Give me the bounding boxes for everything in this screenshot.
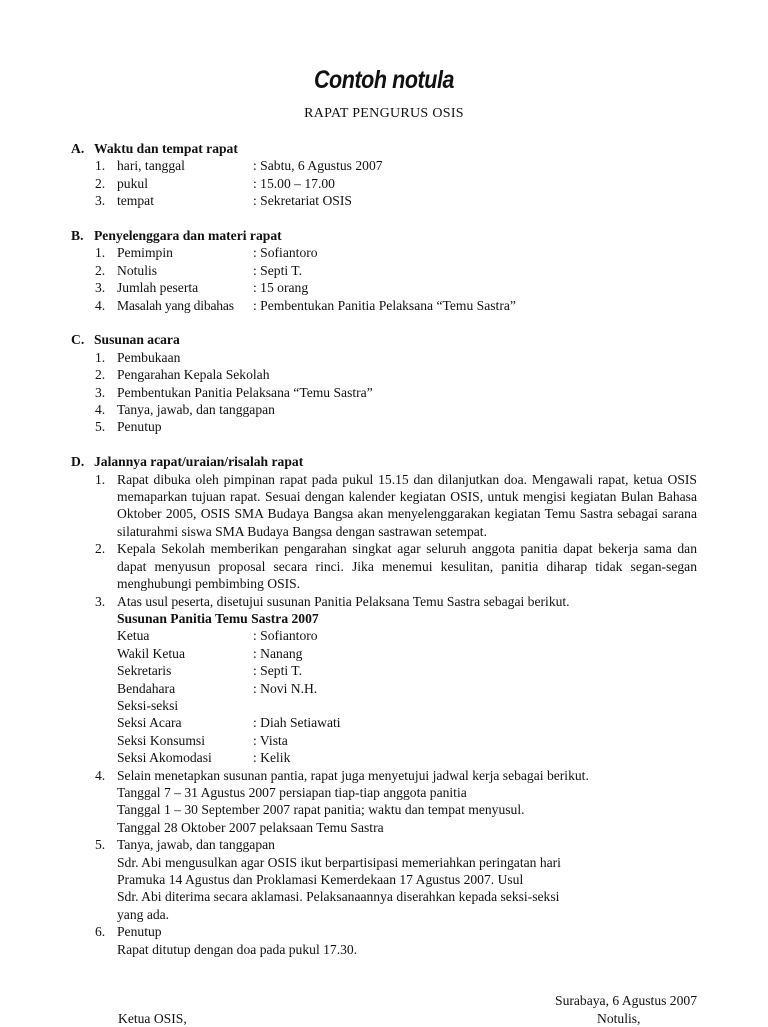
- text-line: Penutup: [117, 924, 162, 940]
- list-item: 5. Tanya, jawab, dan tanggapan Sdr. Abi mengusulkan agar OSIS ikut berpartisipasi memeriahkan peringatan hari Pramuka 14 Agustus dan Proklamasi Kemerdekaan 17 Agustus 2007. Usul Sdr. Abi diterima secara aklamasi. Pelaksanaannya diserahkan kepada seksi-seksi yang ada.: [95, 836, 697, 923]
- signature-place-date: Surabaya, 6 Agustus 2007: [555, 993, 697, 1008]
- paragraph: Kepala Sekolah memberikan pengarahan singkat agar seluruh anggota panitia dapat bekerja sama dan dapat menyusun proposal secara rinci. Jika menemui kesulitan, panitia diharap tidak segan-segan menghubungi pembimbing OSIS.: [117, 541, 697, 592]
- document-title: Contoh notula: [313, 66, 455, 94]
- list-item: 2. Notulis : Septi T.: [95, 262, 302, 278]
- list-item: 1. Pemimpin : Sofiantoro: [95, 245, 318, 261]
- committee-row: Seksi Acara : Diah Setiawati: [117, 715, 341, 731]
- list-item: 2. pukul : 15.00 – 17.00: [95, 175, 335, 191]
- list-item: 4. Tanya, jawab, dan tanggapan: [95, 402, 275, 418]
- text-line: Pramuka 14 Agustus dan Proklamasi Kemerdekaan 17 Agustus 2007. Usul: [117, 872, 524, 888]
- list-item: 6. Penutup Rapat ditutup dengan doa pada pukul 17.30.: [95, 923, 697, 958]
- document-body: [71, 140, 697, 958]
- section-heading: C. Susunan acara: [71, 332, 180, 348]
- list-item: 3. Pembentukan Panitia Pelaksana “Temu Sastra”: [95, 384, 373, 400]
- text-line: Rapat ditutup dengan doa pada pukul 17.30.: [117, 941, 358, 957]
- committee-row: Bendahara : Novi N.H.: [117, 680, 318, 696]
- list-item: 3. tempat : Sekretariat OSIS: [95, 193, 352, 209]
- text-line: Sdr. Abi diterima secara aklamasi. Pelaksanaannya diserahkan kepada seksi-seksi: [117, 889, 560, 905]
- committee-row: Ketua : Sofiantoro: [117, 628, 318, 644]
- document-subtitle: RAPAT PENGURUS OSIS: [304, 106, 464, 121]
- signature-right-role: Notulis,: [597, 1011, 641, 1026]
- section-c: [71, 331, 697, 435]
- committee-row: Wakil Ketua : Nanang: [117, 645, 303, 661]
- text-line: Tanggal 7 – 31 Agustus 2007 persiapan tiap-tiap anggota panitia: [117, 784, 467, 800]
- section-heading: B. Penyelenggara dan materi rapat: [71, 228, 282, 244]
- list-item: 3. Jumlah peserta : 15 orang: [95, 280, 309, 296]
- list-item: 5. Penutup: [95, 419, 162, 435]
- text-line: yang ada.: [117, 906, 170, 922]
- text-line: Sdr. Abi mengusulkan agar OSIS ikut berpartisipasi memeriahkan peringatan hari: [117, 854, 561, 870]
- text-line: Tanggal 1 – 30 September 2007 rapat panitia; waktu dan tempat menyusul.: [117, 802, 525, 818]
- list-item: 1. hari, tanggal : Sabtu, 6 Agustus 2007: [95, 158, 383, 174]
- section-a: [71, 140, 697, 210]
- paragraph: Rapat dibuka oleh pimpinan rapat pada pukul 15.15 dan dilanjutkan doa. Mengawali rapat, ketua OSIS memaparkan tujuan rapat. Sesuai dengan kalender kegiatan OSIS, untuk mengisi kegiatan Bulan Bahasa Oktober 2005, OSIS SMA Budaya Bangsa akan menyelenggarakan kegiatan Temu Sastra sebagai sarana silaturahmi siswa SMA Budaya Bangsa dengan sastrawan setempat.: [117, 471, 697, 539]
- section-heading: A. Waktu dan tempat rapat: [71, 141, 238, 156]
- text-line: Tanya, jawab, dan tanggapan: [117, 837, 275, 853]
- committee-row: Seksi Konsumsi : Vista: [117, 732, 288, 748]
- list-item: 2. Pengarahan Kepala Sekolah: [95, 367, 270, 383]
- text-line: Tanggal 28 Oktober 2007 pelaksaan Temu Sastra: [117, 819, 384, 835]
- list-item: 3. Atas usul peserta, disetujui susunan Panitia Pelaksana Temu Sastra sebagai berikut. Susunan Panitia Temu Sastra 2007 Ketua : Sofiantoro Wakil Ketua : Nanang Sekretaris : Septi T. Bendahara : Novi N.H. Seksi-seksi Seksi Acara : Diah Setiawati Seksi Konsumsi : Vista Seksi Akomodasi : Kelik: [95, 593, 697, 767]
- signature-left-role: Ketua OSIS,: [118, 1011, 187, 1026]
- section-d: [71, 453, 697, 958]
- committee-row: Seksi-seksi: [117, 697, 179, 713]
- committee-row: Sekretaris : Septi T.: [117, 663, 302, 679]
- list-item: 4. Masalah yang dibahas : Pembentukan Panitia Pelaksana “Temu Sastra”: [95, 297, 516, 313]
- list-item: 1. Rapat dibuka oleh pimpinan rapat pada pukul 15.15 dan dilanjutkan doa. Mengawali rapat, ketua OSIS memaparkan tujuan rapat. Sesuai dengan kalender kegiatan OSIS, untuk mengisi kegiatan Bulan Bahasa Oktober 2005, OSIS SMA Budaya Bangsa akan menyelenggarakan kegiatan Temu Sastra sebagai sarana silaturahmi siswa SMA Budaya Bangsa dengan sastrawan setempat.: [95, 471, 697, 539]
- section-heading: D. Jalannya rapat/uraian/risalah rapat: [71, 454, 304, 470]
- committee-title: Susunan Panitia Temu Sastra 2007: [117, 610, 319, 626]
- text-line: Selain menetapkan susunan pantia, rapat juga menyetujui jadwal kerja sebagai berikut.: [117, 767, 589, 783]
- committee-row: Seksi Akomodasi : Kelik: [117, 750, 291, 766]
- list-item: 1. Pembukaan: [95, 349, 181, 365]
- paragraph: Atas usul peserta, disetujui susunan Panitia Pelaksana Temu Sastra sebagai berikut.: [117, 593, 570, 609]
- list-item: 2. Kepala Sekolah memberikan pengarahan singkat agar seluruh anggota panitia dapat bekerja sama dan dapat menyusun proposal secara rinci. Jika menemui kesulitan, panitia diharap tidak segan-segan menghubungi pembimbing OSIS.: [95, 541, 697, 592]
- section-b: [71, 227, 697, 314]
- list-item: 4. Selain menetapkan susunan pantia, rapat juga menyetujui jadwal kerja sebagai berikut. Tanggal 7 – 31 Agustus 2007 persiapan tiap-tiap anggota panitia Tanggal 1 – 30 September 2007 rapat panitia; waktu dan tempat menyusul. Tanggal 28 Oktober 2007 pelaksaan Temu Sastra: [95, 767, 697, 837]
